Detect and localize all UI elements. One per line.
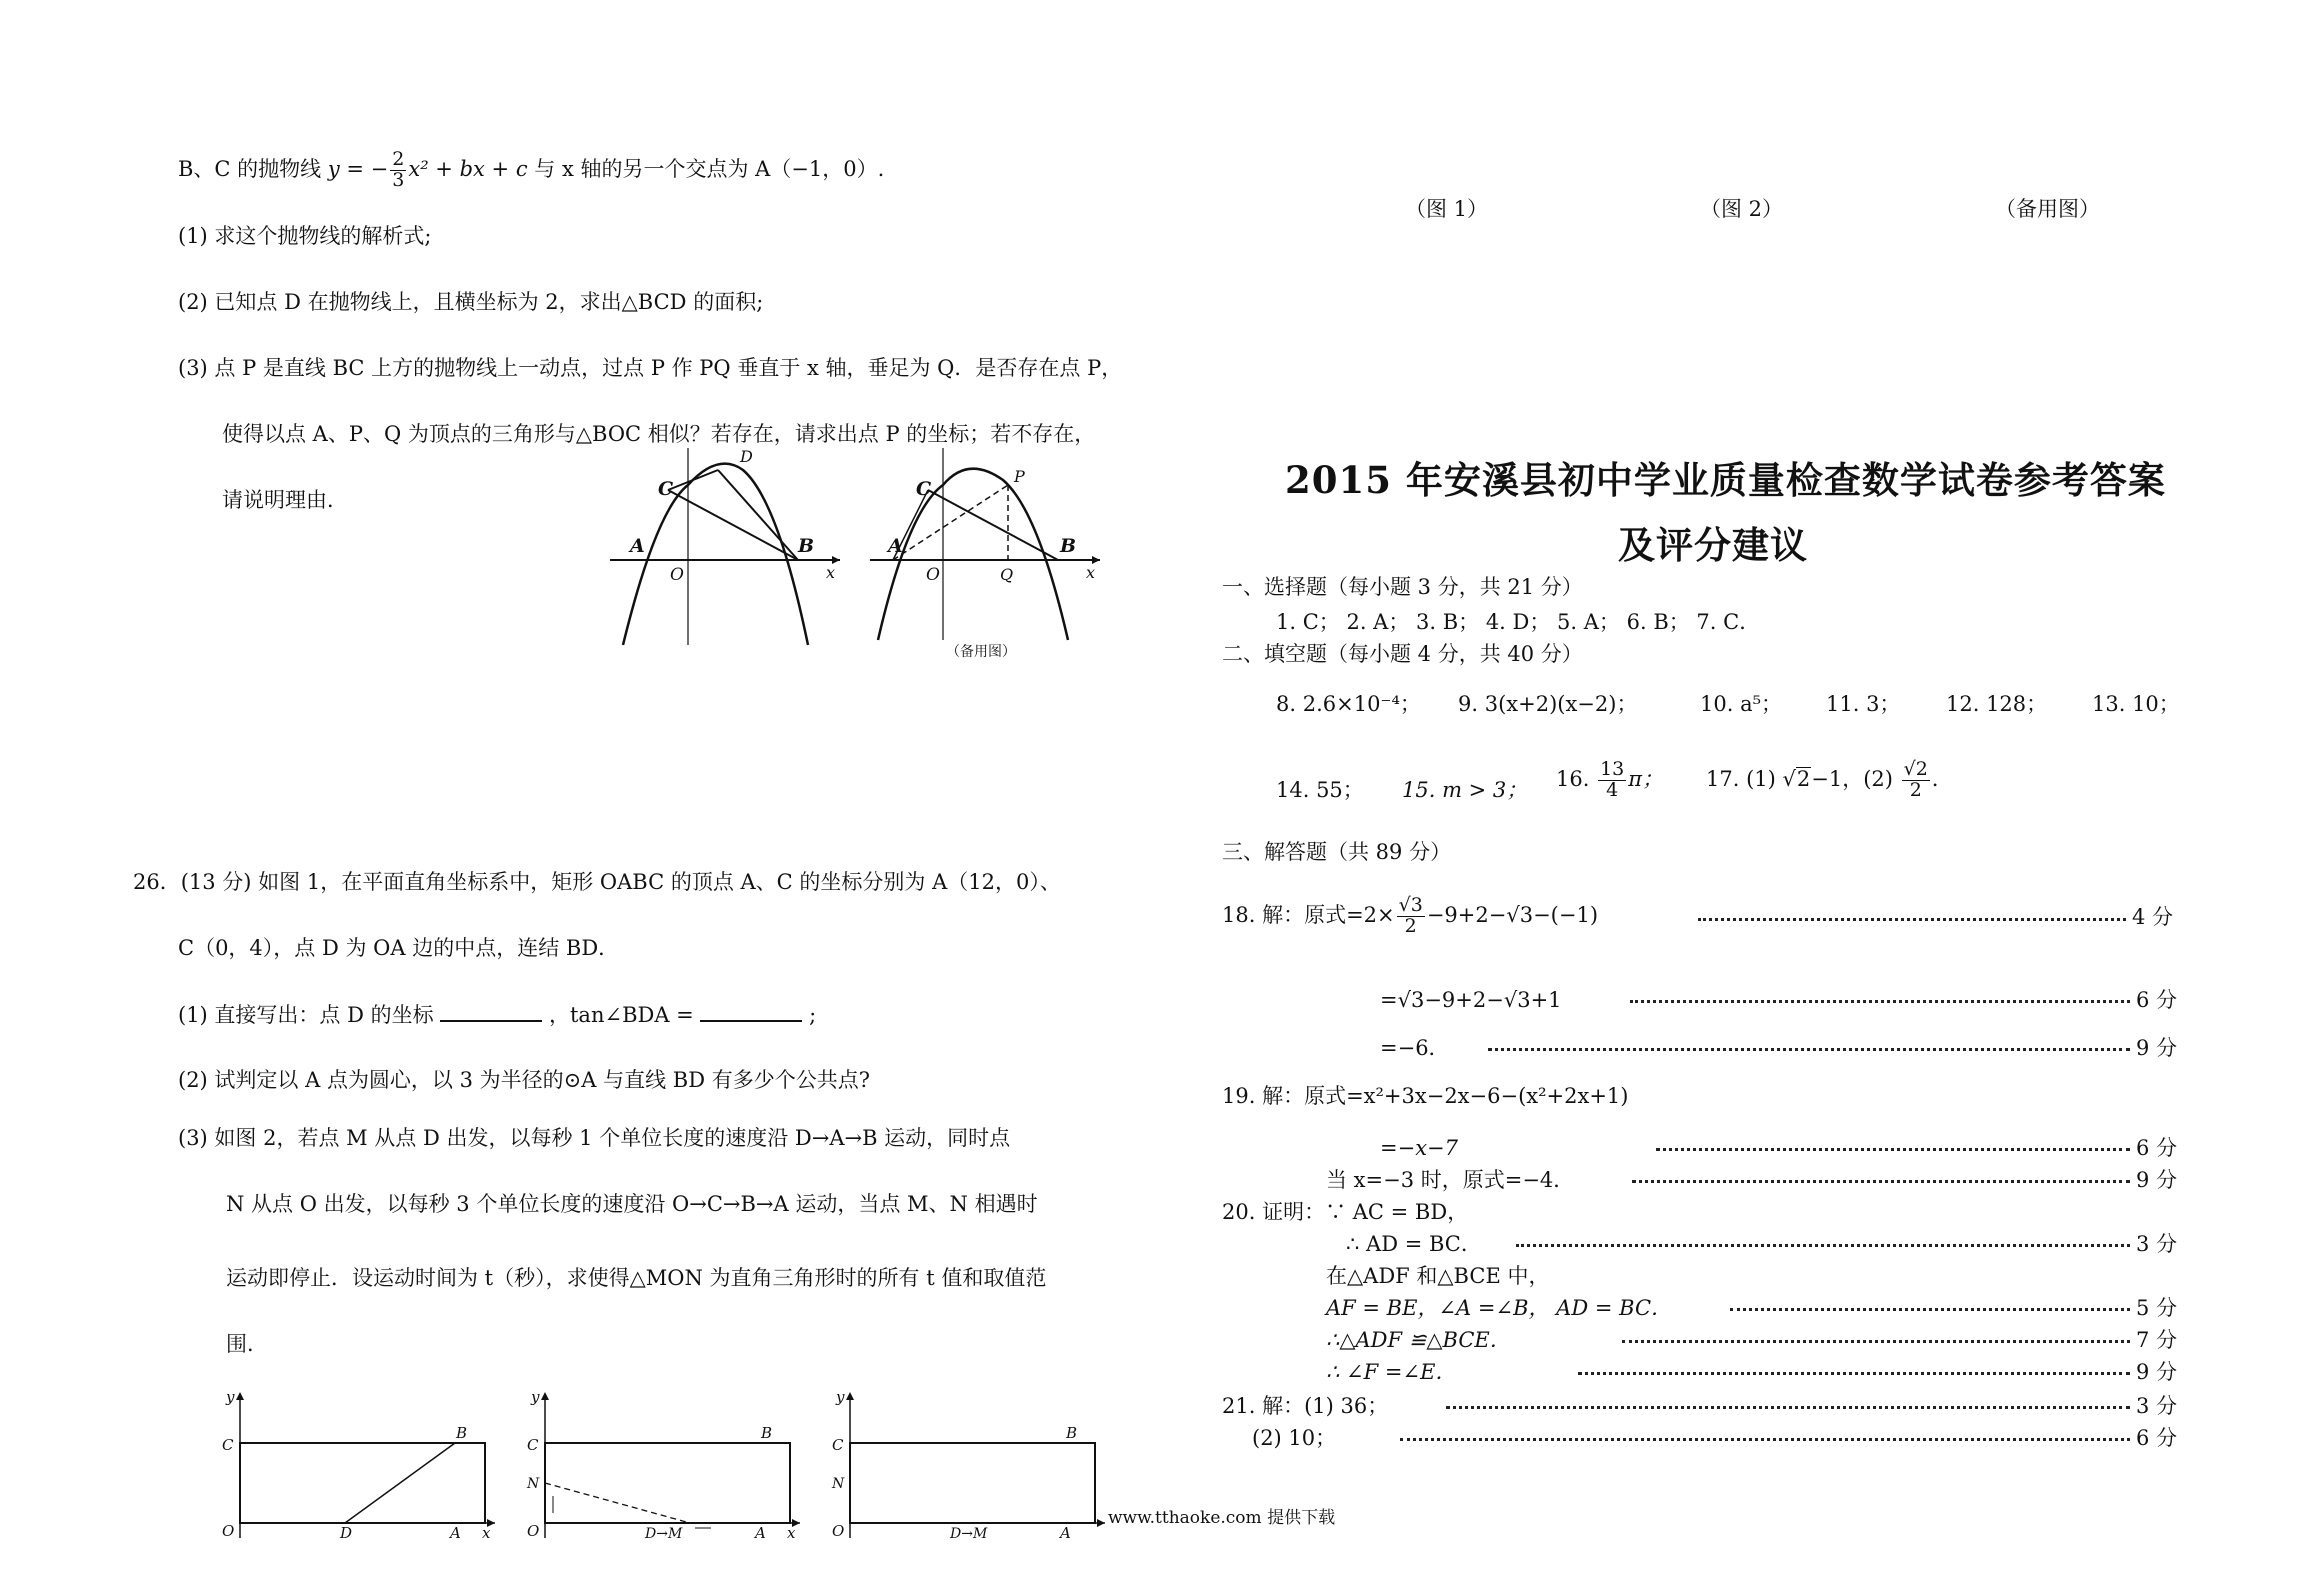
answer-12: 12. 128； bbox=[1946, 692, 2048, 716]
fig-r2-label-a: A bbox=[755, 1524, 766, 1538]
fig-r3-label-c: C bbox=[832, 1436, 844, 1454]
dot-leader bbox=[1400, 1438, 2130, 1441]
answer-15: 15. m > 3； bbox=[1402, 778, 1528, 802]
dot-leader bbox=[1578, 1372, 2130, 1375]
q19-score-2: 9 分 bbox=[2136, 1168, 2178, 1192]
fig1-label-o: O bbox=[670, 565, 684, 585]
q26-part-3-line-2: N 从点 O 出发，以每秒 3 个单位长度的速度沿 O→C→B→A 运动，当点 M、N 相遇时 bbox=[226, 1192, 1038, 1216]
q26-part-3-line-1: (3) 如图 2，若点 M 从点 D 出发，以每秒 1 个单位长度的速度沿 D→A→B 运动，同时点 bbox=[178, 1126, 1011, 1150]
section-3-header: 三、解答题（共 89 分） bbox=[1222, 840, 1452, 864]
q18-fraction bbox=[1397, 896, 1425, 937]
answer-17-denominator: 2 bbox=[1909, 778, 1922, 801]
answer-14: 14. 55； bbox=[1276, 778, 1364, 802]
answer-16-fraction bbox=[1598, 760, 1626, 801]
fig-r2-label-o: O bbox=[527, 1522, 540, 1538]
fig-r3-label-n: N bbox=[832, 1476, 845, 1492]
q26-part-1 bbox=[178, 1002, 816, 1028]
q21-line-2: (2) 10； bbox=[1252, 1426, 1337, 1450]
fig-r1-label-y: y bbox=[226, 1388, 235, 1406]
answer-16 bbox=[1556, 760, 1663, 801]
fig-r3-label-a: A bbox=[1060, 1524, 1071, 1538]
q20-line-5: ∴△ADF ≌△BCE． bbox=[1326, 1328, 1511, 1352]
footer-download-link[interactable]: www.tthaoke.com 提供下载 bbox=[1108, 1508, 1336, 1528]
answer-8: 8. 2.6×10⁻⁴； bbox=[1276, 692, 1421, 716]
q20-line-1: 20. 证明：∵ AC = BD， bbox=[1222, 1200, 1469, 1224]
backup-label-b: B bbox=[1060, 535, 1077, 557]
answer-key-title: 2015 年安溪县初中学业质量检查数学试卷参考答案 bbox=[1285, 458, 2166, 502]
q25-part-3-line-2: 使得以点 A、P、Q 为顶点的三角形与△BOC 相似？若存在，请求出点 P 的坐标；若不存在， bbox=[222, 422, 1096, 446]
q25-part-1: (1) 求这个抛物线的解析式; bbox=[178, 224, 432, 248]
fig-r3-label-y: y bbox=[836, 1388, 845, 1406]
q26-line-1: 26．(13 分) 如图 1，在平面直角坐标系中，矩形 OABC 的顶点 A、C 的坐标分别为 A（12，0）、 bbox=[133, 870, 1061, 894]
answer-blank-d-coordinate[interactable] bbox=[440, 1002, 542, 1022]
q18-score-3: 9 分 bbox=[2136, 1036, 2178, 1060]
dot-leader bbox=[1488, 1048, 2130, 1051]
answer-key-subtitle: 及评分建议 bbox=[1618, 523, 1808, 567]
answer-16-denominator: 4 bbox=[1606, 778, 1619, 801]
fig-r1-label-o: O bbox=[222, 1522, 235, 1538]
backup-label-o: O bbox=[926, 565, 940, 585]
backup-label-p: P bbox=[1014, 467, 1025, 486]
answer-16-label: 16. bbox=[1556, 766, 1590, 791]
q20-line-6: ∴ ∠F =∠E． bbox=[1326, 1360, 1457, 1384]
q20-line-2: ∴ AD = BC． bbox=[1346, 1232, 1482, 1256]
fig-r2-label-dm: D→M bbox=[645, 1526, 683, 1538]
q25-eq-fraction bbox=[390, 150, 406, 191]
q21-score-1: 3 分 bbox=[2136, 1394, 2178, 1418]
q20-score-4: 9 分 bbox=[2136, 1360, 2178, 1384]
backup-label-c: C bbox=[916, 478, 932, 500]
q25-intro-text: B、C 的抛物线 bbox=[178, 156, 322, 181]
q25-eq-lhs: y = − bbox=[327, 156, 389, 181]
answer-11: 11. 3； bbox=[1826, 692, 1901, 716]
dot-leader bbox=[1656, 1148, 2130, 1151]
q25-part-3-line-1: (3) 点 P 是直线 BC 上方的抛物线上一动点，过点 P 作 PQ 垂直于 x 轴，垂足为 Q．是否存在点 P， bbox=[178, 356, 1123, 380]
caption-backup-figure: （备用图） bbox=[1995, 197, 2100, 221]
q25-parabola-figure bbox=[608, 440, 848, 650]
answer-17-radicand: 2 bbox=[1796, 766, 1811, 791]
caption-figure-2: （图 2） bbox=[1700, 197, 1784, 221]
fig1-label-b: B bbox=[798, 535, 815, 557]
answer-13: 13. 10； bbox=[2092, 692, 2180, 716]
q21-line-1: 21. 解：(1) 36； bbox=[1222, 1394, 1389, 1418]
q18-score-2: 6 分 bbox=[2136, 988, 2178, 1012]
fig-r2-label-x: x bbox=[787, 1524, 796, 1538]
section-1-answers: 1. C； 2. A； 3. B； 4. D； 5. A； 6. B； 7. C． bbox=[1276, 610, 1761, 634]
q19-line-1: 19. 解：原式=x²+3x−2x−6−(x²+2x+1) bbox=[1222, 1084, 1629, 1108]
q26-backup-figure bbox=[820, 1388, 1110, 1538]
q26-part-1-text-c: ; bbox=[809, 1003, 817, 1027]
caption-figure-1: （图 1） bbox=[1405, 197, 1489, 221]
answer-9: 9. 3(x+2)(x−2)； bbox=[1458, 692, 1638, 716]
fig-r2-label-n: N bbox=[527, 1476, 540, 1492]
section-2-header: 二、填空题（每小题 4 分，共 40 分） bbox=[1222, 642, 1583, 666]
q25-eq-rhs: x² + bx + c bbox=[408, 156, 528, 181]
q18-label: 18. 解：原式=2× bbox=[1222, 902, 1395, 927]
answer-17: 17. (1) √2−1，(2) $\frac{√2}{2}$ ． bbox=[1706, 758, 1953, 801]
q25-part-2: (2) 已知点 D 在抛物线上，且横坐标为 2，求出△BCD 的面积; bbox=[178, 290, 764, 314]
answer-16-pi: π； bbox=[1628, 766, 1664, 791]
fig-r1-label-x: x bbox=[482, 1524, 491, 1538]
dot-leader bbox=[1446, 1406, 2130, 1409]
q18-rest: −9+2−√3−(−1) bbox=[1426, 902, 1599, 927]
dot-leader bbox=[1622, 1340, 2130, 1343]
q26-part-2: (2) 试判定以 A 点为圆心，以 3 为半径的⊙A 与直线 BD 有多少个公共点? bbox=[178, 1068, 870, 1092]
q25-part-3-line-3: 请说明理由． bbox=[222, 488, 348, 512]
answer-17-text: −1，(2) bbox=[1811, 766, 1893, 791]
q26-part-1-text-b: ，tan∠BDA = bbox=[548, 1003, 694, 1027]
fig-r1-label-d: D bbox=[340, 1524, 353, 1538]
q20-line-3: 在△ADF 和△BCE 中， bbox=[1326, 1264, 1550, 1288]
answer-blank-tan-bda[interactable] bbox=[700, 1002, 802, 1022]
q20-score-2: 5 分 bbox=[2136, 1296, 2178, 1320]
answer-17-end: ． bbox=[1931, 766, 1953, 791]
q19-score-1: 6 分 bbox=[2136, 1136, 2178, 1160]
dot-leader bbox=[1630, 1000, 2130, 1003]
answer-17-fraction bbox=[1902, 760, 1930, 801]
q19-line-2: =−x−7 bbox=[1380, 1136, 1458, 1160]
q18-line-3: =−6． bbox=[1380, 1036, 1450, 1060]
q21-score-2: 6 分 bbox=[2136, 1426, 2178, 1450]
fig1-label-c: C bbox=[658, 478, 674, 500]
answer-16-numerator: 13 bbox=[1600, 758, 1625, 780]
dot-leader bbox=[1730, 1308, 2130, 1311]
fig-r3-label-o: O bbox=[832, 1522, 845, 1538]
answer-10: 10. a⁵； bbox=[1700, 692, 1783, 716]
answer-17-label: 17. (1) bbox=[1706, 766, 1776, 791]
section-1-header: 一、选择题（每小题 3 分，共 21 分） bbox=[1222, 575, 1583, 599]
q25-backup-figure bbox=[868, 440, 1108, 670]
q18-line-2: =√3−9+2−√3+1 bbox=[1380, 988, 1562, 1012]
fig-r3-label-dm: D→M bbox=[950, 1526, 988, 1538]
fig-r3-label-b: B bbox=[1066, 1424, 1078, 1442]
q18-score-1: 4 分 bbox=[2132, 905, 2174, 929]
q25-intro-text-2: 与 x 轴的另一个交点为 A（−1，0）. bbox=[534, 156, 885, 181]
backup-label-x: x bbox=[1086, 563, 1096, 582]
q20-score-3: 7 分 bbox=[2136, 1328, 2178, 1352]
q25-eq-numerator: 2 bbox=[392, 148, 405, 170]
fig1-label-x: x bbox=[826, 563, 836, 582]
dot-leader bbox=[1632, 1180, 2130, 1183]
backup-figure-caption: （备用图） bbox=[946, 644, 1016, 660]
q26-figure-1 bbox=[210, 1388, 500, 1538]
q26-part-1-text-a: (1) 直接写出：点 D 的坐标 bbox=[178, 1003, 434, 1027]
q20-line-4: AF = BE，∠A =∠B， AD = BC． bbox=[1326, 1296, 1673, 1320]
q26-line-2: C（0，4），点 D 为 OA 边的中点，连结 BD． bbox=[178, 936, 620, 960]
q20-score-1: 3 分 bbox=[2136, 1232, 2178, 1256]
backup-label-q: Q bbox=[1000, 565, 1014, 584]
fig-r1-label-c: C bbox=[222, 1436, 234, 1454]
fig-r1-label-a: A bbox=[450, 1524, 461, 1538]
fig1-label-a: A bbox=[630, 535, 645, 557]
answer-17-numerator: √2 bbox=[1903, 758, 1928, 780]
q26-part-3-line-4: 围． bbox=[226, 1332, 268, 1356]
dot-leader bbox=[1698, 918, 2126, 921]
q26-figure-2 bbox=[515, 1388, 805, 1538]
fig-r1-label-b: B bbox=[456, 1424, 468, 1442]
fig1-label-d: D bbox=[740, 447, 753, 466]
fig-r2-label-b: B bbox=[761, 1424, 773, 1442]
q18-denominator: 2 bbox=[1404, 914, 1417, 937]
backup-label-a: A bbox=[888, 535, 903, 557]
q25-intro bbox=[178, 150, 884, 191]
q26-part-3-line-3: 运动即停止．设运动时间为 t（秒），求使得△MON 为直角三角形时的所有 t 值和取值范 bbox=[226, 1266, 1047, 1290]
q18-numerator: √3 bbox=[1398, 894, 1423, 916]
fig-r2-label-y: y bbox=[531, 1388, 540, 1406]
dot-leader bbox=[1516, 1244, 2130, 1247]
q19-line-3: 当 x=−3 时，原式=−4． bbox=[1326, 1168, 1575, 1192]
q25-eq-denominator: 3 bbox=[392, 168, 405, 191]
fig-r2-label-c: C bbox=[527, 1436, 539, 1454]
q18-line-1 bbox=[1222, 896, 1598, 937]
